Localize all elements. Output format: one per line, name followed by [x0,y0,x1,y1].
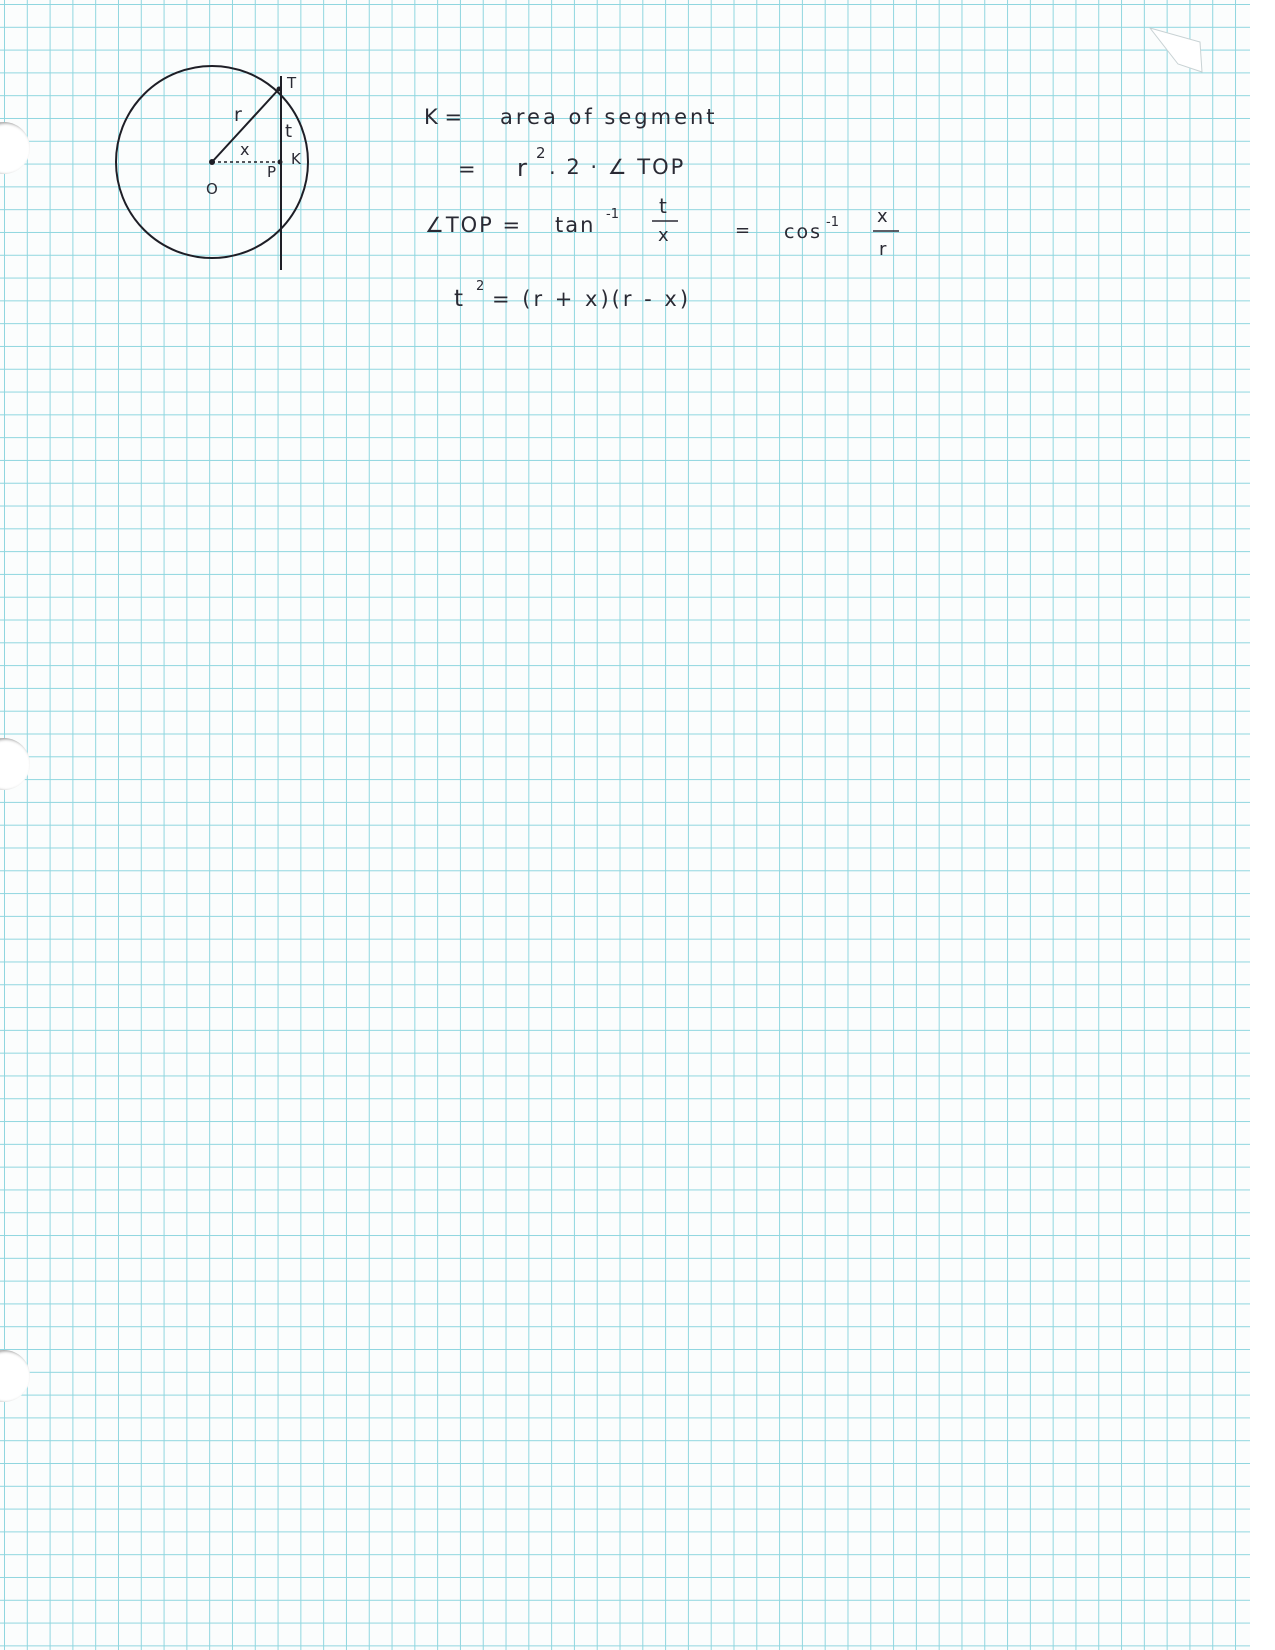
note-line2-rest: . 2 · ∠ TOP [549,155,686,179]
note-line1-rhs: area of segment [500,105,718,129]
note-line1-lhs: K = [424,105,463,129]
label-O: O [206,180,218,198]
note-line3-frac2-den: r [879,239,887,260]
note-line3-cos: cos [784,221,822,243]
label-t: t [285,121,293,142]
note-line2-eq: = [458,157,476,181]
note-line4-t: t [454,286,464,312]
label-K: K [291,150,301,168]
note-line2-r: r [517,154,527,182]
note-line3-tan: tan [555,213,596,237]
note-line3-frac1-den: x [658,225,669,246]
label-P: P [267,163,277,181]
note-line2-sq: 2 [536,144,546,162]
label-r: r [234,104,242,126]
note-line4-sq: 2 [476,279,485,294]
note-line3-lhs: ∠TOP = [425,213,523,237]
note-line3-frac1-num: t [659,194,667,218]
note-line3-frac2-num: x [877,206,888,227]
note-line3-eq2: = [735,220,751,241]
label-x: x [240,140,250,159]
label-T: T [287,74,297,92]
note-line3-tan-exp: -1 [606,207,619,222]
note-line3-cos-exp: -1 [826,215,839,230]
note-line4-rhs: = (r + x)(r - x) [492,287,692,311]
